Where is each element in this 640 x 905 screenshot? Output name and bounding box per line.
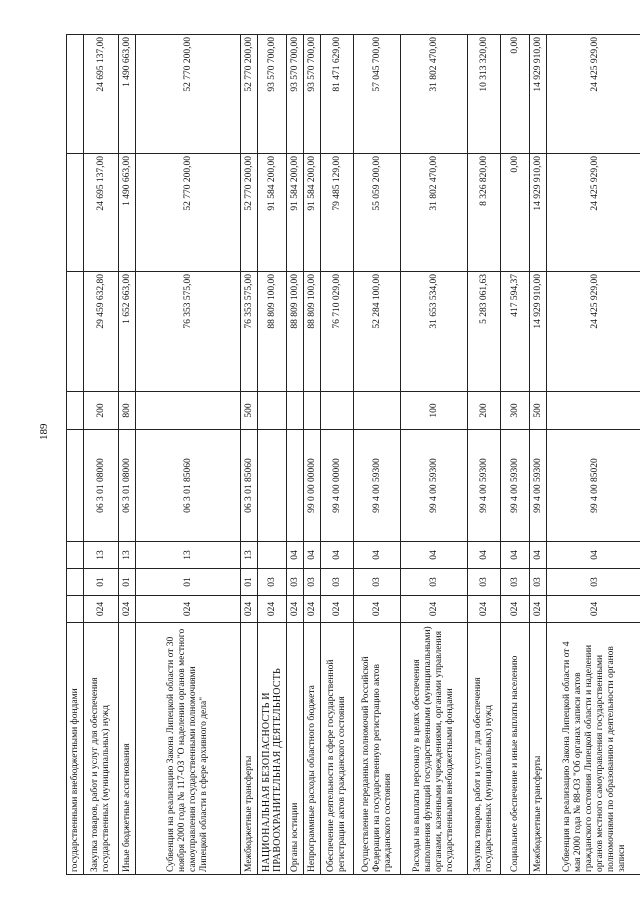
section-code-cell: 03: [501, 569, 530, 596]
table-row: [241, 35, 258, 875]
expense-type-cell: [321, 392, 354, 430]
table-row: [136, 35, 241, 875]
amount-year-1-cell: 76 710 029,00: [321, 272, 354, 392]
expense-type-cell: 200: [468, 392, 501, 430]
amount-year-3-cell: 52 770 200,00: [241, 35, 258, 154]
amount-year-1-cell: 14 929 910,00: [530, 272, 547, 392]
subsection-code-cell: 04: [547, 542, 640, 569]
subsection-code-cell: 13: [136, 542, 241, 569]
table-row: [501, 35, 530, 875]
admin-code-cell: 024: [501, 596, 530, 623]
amount-year-3-cell: 0,00: [501, 35, 530, 154]
admin-code-cell: [67, 596, 84, 623]
amount-year-3-cell: 93 570 700,00: [287, 35, 304, 154]
admin-code-cell: 024: [547, 596, 640, 623]
admin-code-cell: 024: [241, 596, 258, 623]
amount-year-1-cell: 76 353 575,00: [241, 272, 258, 392]
amount-year-2-cell: 24 695 137,00: [84, 154, 119, 272]
amount-year-1-cell: 88 809 100,00: [304, 272, 321, 392]
target-article-cell: 99 4 00 59300: [468, 430, 501, 542]
expense-type-cell: 500: [241, 392, 258, 430]
expense-type-cell: [287, 392, 304, 430]
expense-type-cell: 800: [119, 392, 136, 430]
row-name-cell: НАЦИОНАЛЬНАЯ БЕЗОПАСНОСТЬ И ПРАВООХРАНИТЕЛЬНАЯ ДЕЯТЕЛЬНОСТЬ: [258, 623, 287, 875]
target-article-cell: [287, 430, 304, 542]
amount-year-1-cell: 1 652 663,00: [119, 272, 136, 392]
subsection-code-cell: 04: [530, 542, 547, 569]
amount-year-2-cell: 52 770 200,00: [136, 154, 241, 272]
target-article-cell: 99 0 00 00000: [304, 430, 321, 542]
table-row: [354, 35, 401, 875]
amount-year-3-cell: 93 570 700,00: [304, 35, 321, 154]
target-article-cell: 06 3 01 85060: [241, 430, 258, 542]
subsection-code-cell: 04: [401, 542, 468, 569]
table-row: [468, 35, 501, 875]
amount-year-3-cell: 24 425 929,00: [547, 35, 640, 154]
subsection-code-cell: 13: [241, 542, 258, 569]
amount-year-1-cell: 52 284 100,00: [354, 272, 401, 392]
amount-year-2-cell: 31 802 470,00: [401, 154, 468, 272]
row-name-cell: Обеспечение деятельности в сфере государственной регистрации актов гражданского состояния: [321, 623, 354, 875]
amount-year-3-cell: 10 313 320,00: [468, 35, 501, 154]
section-code-cell: 03: [321, 569, 354, 596]
table-row: [530, 35, 547, 875]
expense-type-cell: 500: [530, 392, 547, 430]
amount-year-2-cell: 52 770 200,00: [241, 154, 258, 272]
admin-code-cell: 024: [136, 596, 241, 623]
section-code-cell: 03: [530, 569, 547, 596]
target-article-cell: 06 3 01 08000: [119, 430, 136, 542]
target-article-cell: 06 3 01 08000: [84, 430, 119, 542]
expense-type-cell: [304, 392, 321, 430]
target-article-cell: 99 4 00 59300: [354, 430, 401, 542]
row-name-cell: Межбюджетные трансферты: [241, 623, 258, 875]
target-article-cell: [67, 430, 84, 542]
section-code-cell: 03: [468, 569, 501, 596]
section-code-cell: 03: [304, 569, 321, 596]
amount-year-2-cell: 91 584 200,00: [258, 154, 287, 272]
budget-table-body: [67, 35, 640, 875]
section-code-cell: 03: [547, 569, 640, 596]
table-row: [304, 35, 321, 875]
amount-year-1-cell: 88 809 100,00: [258, 272, 287, 392]
amount-year-1-cell: [67, 272, 84, 392]
target-article-cell: [258, 430, 287, 542]
rotated-budget-table-container: [66, 35, 627, 875]
row-name-cell: Закупка товаров, работ и услуг для обеспечения государственных (муниципальных) нужд: [468, 623, 501, 875]
admin-code-cell: 024: [258, 596, 287, 623]
amount-year-2-cell: 24 425 929,00: [547, 154, 640, 272]
amount-year-2-cell: 0,00: [501, 154, 530, 272]
amount-year-3-cell: 31 802 470,00: [401, 35, 468, 154]
amount-year-3-cell: 14 929 910,00: [530, 35, 547, 154]
expense-type-cell: [354, 392, 401, 430]
subsection-code-cell: 04: [501, 542, 530, 569]
admin-code-cell: 024: [354, 596, 401, 623]
section-code-cell: 01: [119, 569, 136, 596]
target-article-cell: 99 4 00 59300: [501, 430, 530, 542]
row-name-cell: Органы юстиции: [287, 623, 304, 875]
row-name-cell: Расходы на выплаты персоналу в целях обеспечения выполнения функций государственными (муниципальными) органами, казенными учреждениями, органами управления государственными внебюджетными фондами: [401, 623, 468, 875]
amount-year-3-cell: 57 045 700,00: [354, 35, 401, 154]
table-row: [258, 35, 287, 875]
amount-year-2-cell: 79 485 129,00: [321, 154, 354, 272]
amount-year-3-cell: 93 570 700,00: [258, 35, 287, 154]
amount-year-3-cell: [67, 35, 84, 154]
subsection-code-cell: 04: [304, 542, 321, 569]
row-name-cell: Субвенция на реализацию Закона Липецкой области от 30 ноября 2000 года № 117-ОЗ "О наделении органов местного самоуправления государственными полномочиями Липецкой области в сфере архивного дела": [136, 623, 241, 875]
subsection-code-cell: 04: [354, 542, 401, 569]
table-row: [321, 35, 354, 875]
amount-year-2-cell: 14 929 910,00: [530, 154, 547, 272]
target-article-cell: 99 4 00 59300: [401, 430, 468, 542]
row-name-cell: Иные бюджетные ассигнования: [119, 623, 136, 875]
amount-year-1-cell: 29 459 632,80: [84, 272, 119, 392]
section-code-cell: 03: [354, 569, 401, 596]
section-code-cell: [67, 569, 84, 596]
subsection-code-cell: 04: [321, 542, 354, 569]
subsection-code-cell: [67, 542, 84, 569]
amount-year-3-cell: 1 490 663,00: [119, 35, 136, 154]
amount-year-2-cell: 55 059 200,00: [354, 154, 401, 272]
subsection-code-cell: 13: [84, 542, 119, 569]
amount-year-1-cell: 88 809 100,00: [287, 272, 304, 392]
row-name-cell: Непрограммные расходы областного бюджета: [304, 623, 321, 875]
row-name-cell: государственными внебюджетными фондами: [67, 623, 84, 875]
amount-year-3-cell: 52 770 200,00: [136, 35, 241, 154]
amount-year-1-cell: 31 653 534,00: [401, 272, 468, 392]
expense-type-cell: [258, 392, 287, 430]
admin-code-cell: 024: [530, 596, 547, 623]
expense-type-cell: 300: [501, 392, 530, 430]
amount-year-1-cell: 24 425 929,00: [547, 272, 640, 392]
table-row: [547, 35, 640, 875]
expense-type-cell: 100: [401, 392, 468, 430]
table-row: [287, 35, 304, 875]
target-article-cell: 99 4 00 85020: [547, 430, 640, 542]
amount-year-3-cell: 24 695 137,00: [84, 35, 119, 154]
table-row: [401, 35, 468, 875]
subsection-code-cell: 13: [119, 542, 136, 569]
expense-type-cell: [67, 392, 84, 430]
table-row: [119, 35, 136, 875]
amount-year-2-cell: 1 490 663,00: [119, 154, 136, 272]
row-name-cell: Субвенция на реализацию Закона Липецкой области от 4 мая 2000 года № 88-ОЗ "Об органах записи актов гражданского состояния Липецкой области и наделении органов местного самоуправления государственными полномочиями по образованию и деятельности органов записи: [547, 623, 640, 875]
amount-year-2-cell: [67, 154, 84, 272]
row-name-cell: Закупка товаров, работ и услуг для обеспечения государственных (муниципальных) нужд: [84, 623, 119, 875]
section-code-cell: 01: [84, 569, 119, 596]
row-name-cell: Межбюджетные трансферты: [530, 623, 547, 875]
admin-code-cell: 024: [304, 596, 321, 623]
section-code-cell: 03: [258, 569, 287, 596]
section-code-cell: 01: [136, 569, 241, 596]
subsection-code-cell: [258, 542, 287, 569]
expense-type-cell: [136, 392, 241, 430]
row-name-cell: Социальное обеспечение и иные выплаты населению: [501, 623, 530, 875]
amount-year-2-cell: 8 326 820,00: [468, 154, 501, 272]
section-code-cell: 03: [401, 569, 468, 596]
row-name-cell: Осуществление переданных полномочий Российской Федерации на государственную регистрацию актов гражданского состояния: [354, 623, 401, 875]
amount-year-1-cell: 76 353 575,00: [136, 272, 241, 392]
admin-code-cell: 024: [401, 596, 468, 623]
amount-year-3-cell: 81 471 629,00: [321, 35, 354, 154]
budget-table: [66, 34, 640, 875]
admin-code-cell: 024: [84, 596, 119, 623]
expense-type-cell: 200: [84, 392, 119, 430]
target-article-cell: 99 4 00 59300: [530, 430, 547, 542]
expense-type-cell: [547, 392, 640, 430]
page-number: 189: [38, 423, 50, 440]
admin-code-cell: 024: [468, 596, 501, 623]
amount-year-2-cell: 91 584 200,00: [304, 154, 321, 272]
section-code-cell: 01: [241, 569, 258, 596]
table-row: [67, 35, 84, 875]
target-article-cell: 99 4 00 00000: [321, 430, 354, 542]
amount-year-2-cell: 91 584 200,00: [287, 154, 304, 272]
subsection-code-cell: 04: [468, 542, 501, 569]
amount-year-1-cell: 417 594,37: [501, 272, 530, 392]
section-code-cell: 03: [287, 569, 304, 596]
admin-code-cell: 024: [287, 596, 304, 623]
target-article-cell: 06 3 01 85060: [136, 430, 241, 542]
admin-code-cell: 024: [119, 596, 136, 623]
admin-code-cell: 024: [321, 596, 354, 623]
table-row: [84, 35, 119, 875]
subsection-code-cell: 04: [287, 542, 304, 569]
amount-year-1-cell: 5 283 061,63: [468, 272, 501, 392]
